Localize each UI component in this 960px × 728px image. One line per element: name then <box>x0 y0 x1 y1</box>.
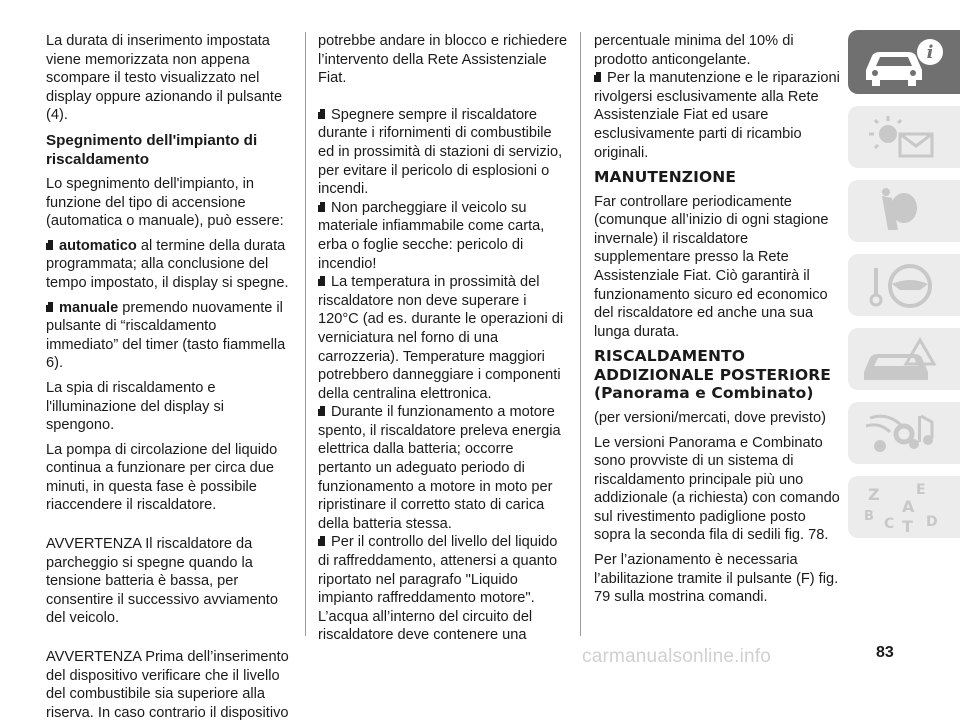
paragraph: Lo spegnimento dell'impianto, in funzione del tipo di accensione (automatica o manuale), può essere: <box>46 175 284 230</box>
bullet-item <box>46 299 292 373</box>
key-steering-wheel-icon <box>858 260 948 312</box>
text-column-2 <box>318 32 568 645</box>
bullet-icon <box>46 304 55 312</box>
tab-maintenance[interactable] <box>848 402 960 464</box>
bullet-icon <box>318 204 327 212</box>
text-column-3 <box>594 32 846 613</box>
bullet-icon <box>318 111 327 119</box>
tab-safety[interactable] <box>848 180 960 242</box>
index-letter: T <box>902 517 913 534</box>
watermark: carmanualsonline.info <box>582 646 772 667</box>
paragraph: La pompa di circolazione del liquido continua a funzionare per circa due minuti, in questa fase è possibile riaccendere il riscaldatore. <box>46 441 278 514</box>
spacer <box>46 634 292 648</box>
paragraph: La durata di inserimento impostata viene memorizzata non appena scompare il testo visualizzato nel display oppure azionando il pulsante (4). <box>46 33 283 124</box>
car-info-icon <box>858 36 948 88</box>
alphabet-index-icon <box>858 482 948 534</box>
tab-emergency[interactable] <box>848 328 960 390</box>
paragraph: percentuale minima del 10% di prodotto anticongelante. <box>594 33 794 68</box>
index-letter: Z <box>868 485 880 504</box>
bullet-text: Non parcheggiare il veicolo su materiale infiammabile come carta, erba o foglie secche: pericolo di incendio! <box>318 199 545 272</box>
chapter-tabs <box>848 30 960 550</box>
tab-lights-warnings[interactable] <box>848 106 960 168</box>
bullet-item <box>318 199 568 273</box>
column-divider <box>580 32 581 636</box>
bullet-icon <box>46 242 55 250</box>
bullet-icon <box>318 538 327 546</box>
bullet-item <box>318 106 568 199</box>
index-letter: C <box>884 516 895 532</box>
bullet-text: La temperatura in prossimità del riscaldatore non deve superare i 120°C (ad es. durante le operazioni di verniciatura nel forno di una carrozzeria). Temperature maggiori potrebbero danneggiare i componenti della centralina elettronica. <box>318 274 564 402</box>
index-letter: D <box>926 514 938 530</box>
bullet-item <box>46 237 292 293</box>
text-column-1 <box>46 32 292 728</box>
bullet-item <box>318 403 568 533</box>
index-letter: B <box>864 509 874 524</box>
section-heading-maintenance: MANUTENZIONE <box>594 168 737 187</box>
warning-paragraph: AVVERTENZA Prima dell’inserimento del dispositivo verificare che il livello del combustibile sia superiore alla riserva. In caso contrario il dispositivo <box>46 649 289 721</box>
bullet-item <box>318 273 568 403</box>
bullet-bold: manuale <box>59 299 119 316</box>
section-heading-rear-heating: RISCALDAMENTO ADDIZIONALE POSTERIORE (Panorama e Combinato) <box>594 347 831 403</box>
bullet-text: Spegnere sempre il riscaldatore durante i rifornimenti di combustibile ed in prossimità di stazioni di servizio, per evitare il pericolo di esplosioni o incendi. <box>318 106 563 198</box>
paragraph: (per versioni/mercati, dove previsto) <box>594 409 826 426</box>
settings-music-icon <box>858 408 948 460</box>
bullet-icon <box>318 408 327 416</box>
paragraph: potrebbe andare in blocco e richiedere l’intervento della Rete Assistenziale Fiat. <box>318 33 568 87</box>
car-breakdown-icon <box>858 334 948 386</box>
index-letter: E <box>916 482 926 498</box>
tab-car-info[interactable] <box>848 30 960 94</box>
paragraph: Far controllare periodicamente (comunque all’inizio di ogni stagione invernale) il riscaldatore supplementare presso la Rete Assistenziale Fiat. Ciò garantirà il funzionamento sicuro ed economico del riscaldatore ed anche una sua lunga durata. <box>594 193 829 340</box>
page-number: 83 <box>876 644 894 661</box>
paragraph: Per l’azionamento è necessaria l’abilitazione tramite il pulsante (F) fig. 79 sulla mostrina comandi. <box>594 552 839 606</box>
bullet-item <box>594 69 846 162</box>
spacer <box>318 94 568 106</box>
spacer <box>46 521 292 535</box>
bullet-bold: automatico <box>59 237 137 254</box>
paragraph: La spia di riscaldamento e l'illuminazione del display si spengono. <box>46 379 224 434</box>
airbag-seat-icon <box>858 186 948 238</box>
bullet-text: al termine della durata programmata; alla conclusione del tempo impostato, il display si spegne. <box>46 237 289 291</box>
paragraph: Le versioni Panorama e Combinato sono provviste di un sistema di riscaldamento principale più uno addizionale (a richiesta) con comando sul rivestimento padiglione posto sopra la seconda fila di sedili fig. 78. <box>594 434 840 544</box>
bullet-text: Durante il funzionamento a motore spento, il riscaldatore preleva energia elettrica dalla batteria; occorre pertanto un adeguato periodo di funzionamento a motore in moto per ripristinare il corretto stato di carica della batteria stessa. <box>318 404 561 532</box>
warning-paragraph: AVVERTENZA Il riscaldatore da parcheggio si spegne quando la tensione batteria è bassa, per consentire il successivo avviamento del veicolo. <box>46 536 278 627</box>
svg-text:i: i <box>926 42 934 63</box>
lights-warning-icon <box>858 112 948 164</box>
bullet-text: Per il controllo del livello del liquido di raffreddamento, attenersi a quanto riportato nel paragrafo "Liquido impianto raffreddamento motore". L’acqua all’interno del circuito del riscaldatore deve contenere una <box>318 534 558 644</box>
column-divider <box>305 32 306 636</box>
bullet-icon <box>594 74 603 82</box>
tab-alphabetical-index[interactable] <box>848 476 960 538</box>
index-letter: A <box>902 497 915 516</box>
bullet-icon <box>318 278 327 286</box>
section-heading: Spegnimento dell'impianto di riscaldamento <box>46 131 258 168</box>
bullet-text: Per la manutenzione e le riparazioni rivolgersi esclusivamente alla Rete Assistenziale Fiat ed usare esclusivamente parti di ricambio originali. <box>594 70 840 161</box>
bullet-item <box>318 533 568 645</box>
bullet-text: premendo nuovamente il pulsante di “riscaldamento immediato” del timer (tasto fiammella 6). <box>46 299 286 372</box>
tab-starting-driving[interactable] <box>848 254 960 316</box>
